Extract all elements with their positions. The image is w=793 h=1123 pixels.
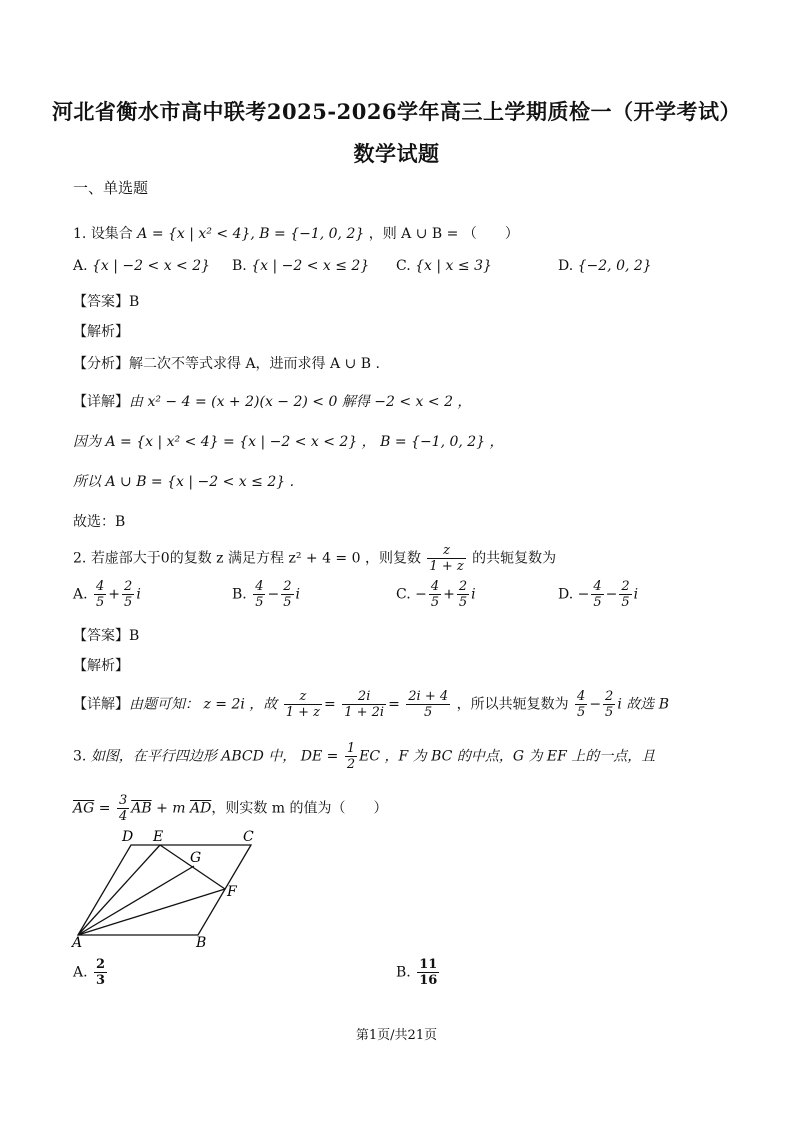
segment-af [78,889,225,935]
q2-stem-fraction: $\frac{z}{1 + z}$ [429,543,464,574]
q1-detail1: 【详解】由 x² − 4 = (x + 2)(x − 2) < 0 解得 −2 < x < 2 ， [73,394,472,410]
q2-option-a: A. $\frac{4}{5}$ + $\frac{2}{5}$ i [73,579,141,610]
q1-analysis-label: 【解析】 [73,324,129,340]
segment-ag [78,866,194,935]
q3-option-b: B. $\frac{11}{16}$ [396,957,438,988]
q2-detail: 【详解】由题可知： z = 2i ，故 $\frac{z}{1 + z}$ = $\frac{2i}{1 + 2i}$ = $\frac{2i + 4}{5}$ ，所以共轭复数为 $\frac{4}{5}$ − $\frac{2}{5}$ i 故选 B [73,689,669,720]
page-number: 第1页/共21页 [355,1028,438,1043]
label-f: F [227,884,237,900]
label-d: D [122,829,134,845]
label-e: E [153,829,164,845]
q1-detail3: 所以 A ∪ B = {x | −2 < x ≤ 2} . [73,474,295,490]
parallelogram-figure [70,828,270,948]
q1-text-suffix: ，则 A ∪ B = （ ） [368,226,519,242]
q1-choose: 故选：B [73,514,126,530]
label-b: B [196,935,207,948]
section-heading: 一、单选题 [73,179,149,197]
parallelogram-abcd [78,845,251,935]
label-a: A [72,935,83,948]
q1-answer: 【答案】B [73,294,140,310]
q1-detail2: 因为 A = {x | x² < 4} = {x | −2 < x < 2} ， B = {−1, 0, 2} ， [73,434,504,450]
q1-option-b: B. {x | −2 < x ≤ 2} [232,258,370,274]
q2-analysis-label: 【解析】 [73,658,129,674]
q1-stem [73,224,519,244]
q1-option-c: C. {x | x ≤ 3} [396,258,492,274]
q3-stem-line1: 3. 如图，在平行四边形 ABCD 中， DE = $\frac{1}{2}$ EC ，F 为 BC 的中点，G 为 EF 上的一点，且 [73,741,656,772]
q3-stem-line2: $\overline{AG}$ = $\frac{3}{4}$ $\overline{AB} + m$ $\overline{AD}$，则实数 m 的值为（ ） [73,793,388,824]
page-subtitle: 数学试题 [353,141,440,166]
q2-option-d: D. − $\frac{4}{5}$ − $\frac{2}{5}$ i [558,579,639,610]
q2-option-c: C. − $\frac{4}{5}$ + $\frac{2}{5}$ i [396,579,476,610]
q2-option-b: B. $\frac{4}{5}$ − $\frac{2}{5}$ i [232,579,300,610]
label-c: C [243,829,254,845]
label-g: G [190,850,202,866]
q1-fenxi: 【分析】解二次不等式求得 A，进而求得 A ∪ B . [73,356,380,372]
q2-stem: 2. 若虚部大于0的复数 z 满足方程 z² + 4 = 0 ，则复数 $\frac{z}{1 + z}$ 的共轭复数为 [73,543,557,574]
q2-answer: 【答案】B [73,628,140,644]
q1-option-d: D. {−2, 0, 2} [558,258,652,274]
q3-option-a: A. $\frac{2}{3}$ [73,957,106,988]
page-title: 河北省衡水市高中联考2025-2026学年高三上学期质检一（开学考试） [51,99,742,124]
q1-text-prefix: 设集合 [90,226,133,242]
q1-number: 1. [73,226,87,242]
q1-option-a: A. {x | −2 < x < 2} [73,258,211,274]
q1-sets: A = {x | x² < 4}, B = {−1, 0, 2} [137,226,365,242]
